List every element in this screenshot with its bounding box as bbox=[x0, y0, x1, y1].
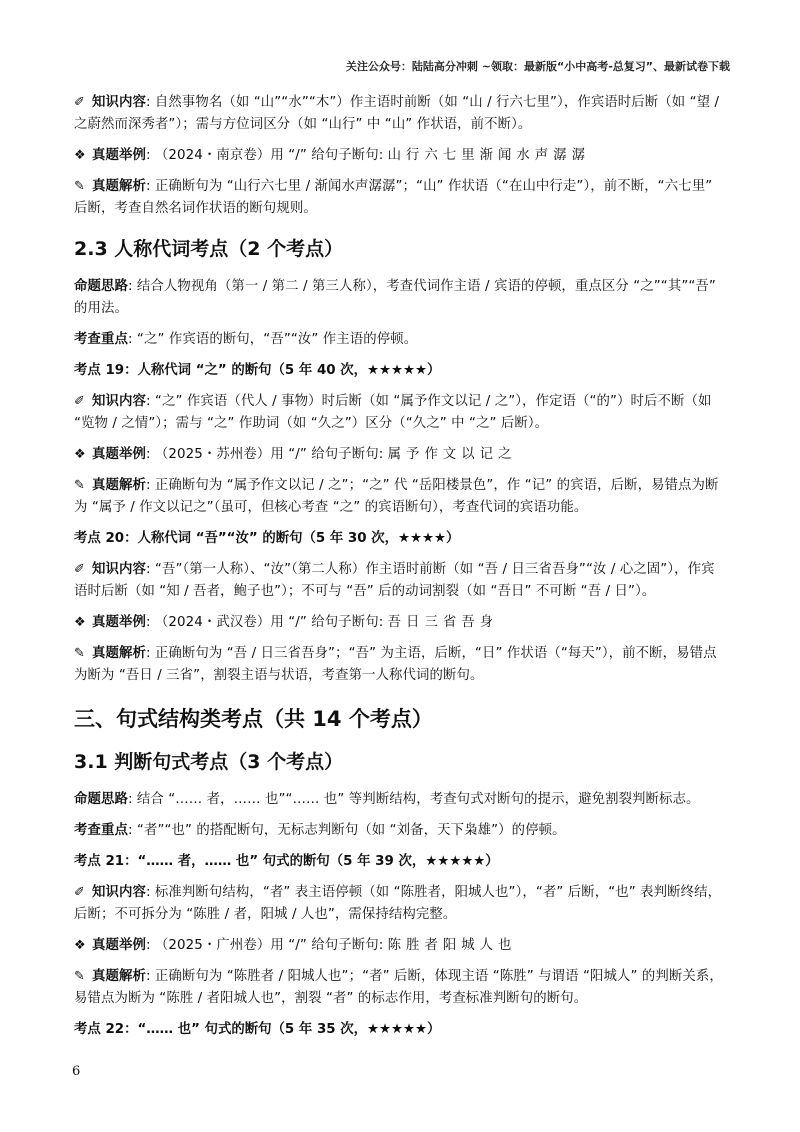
example-paragraph bbox=[74, 444, 726, 466]
analysis-paragraph bbox=[74, 475, 726, 519]
example-sentence: 吾日三省吾身 bbox=[387, 615, 499, 630]
example-label: 真题举例 bbox=[92, 447, 146, 462]
example-paragraph bbox=[74, 612, 726, 634]
idea-text: : 结合 “…… 者，…… 也”“…… 也” 等判断结构，考查句式对断句的提示，避免割裂判断标志。 bbox=[127, 792, 700, 807]
knowledge-paragraph bbox=[74, 882, 726, 926]
knowledge-label: 知识内容 bbox=[92, 885, 146, 900]
analysis-paragraph bbox=[74, 966, 726, 1010]
writing-hand-icon: ✎ bbox=[74, 969, 85, 984]
example-paragraph bbox=[74, 145, 726, 167]
kaodian-20-title: 考点 20：人称代词 “吾”“汝” 的断句（5 年 30 次，★★★★） bbox=[74, 531, 460, 546]
example-text: : （2024・武汉卷）用 “/” 给句子断句: bbox=[145, 615, 384, 630]
knowledge-text: : “之” 作宾语（代人 / 事物）时后断（如 “属予作文以记 / 之”），作定语（“的”）时后不断（如 “览物 / 之情”）；需与 “之” 作助词（如 “久之”）区分（“久之” 中 “之” 后断）。 bbox=[74, 394, 712, 431]
example-paragraph bbox=[74, 935, 726, 957]
example-text: : （2025・苏州卷）用 “/” 给句子断句: bbox=[145, 447, 384, 462]
analysis-label: 真题解析 bbox=[92, 179, 146, 194]
analysis-text: : 正确断句为 “吾 / 日三省吾身”；“吾” 为主语，后断，“日” 作状语（“每天”），前不断，易错点为断为 “吾日 / 三省”，割裂主语与状语，考查第一人称代词的断句。 bbox=[74, 646, 717, 683]
example-text: : （2024・南京卷）用 “/” 给句子断句: bbox=[145, 148, 384, 163]
analysis-text: : 正确断句为 “陈胜者 / 阳城人也”；“者” 后断，体现主语 “陈胜” 与谓语 “阳城人” 的判断关系，易错点为断为 “陈胜 / 者阳城人也”，割裂 “者” 的标志作用，考查标准判断句的断句。 bbox=[74, 969, 723, 1006]
focus-paragraph bbox=[74, 329, 726, 351]
diamond-icon: ❖ bbox=[74, 938, 86, 953]
example-sentence: 陈胜者阳城人也 bbox=[387, 938, 517, 953]
example-sentence: 属予作文以记之 bbox=[387, 447, 517, 462]
focus-label: 考查重点 bbox=[74, 332, 128, 347]
focus-label: 考查重点 bbox=[74, 823, 128, 838]
writing-hand-icon: ✎ bbox=[74, 478, 85, 493]
analysis-paragraph bbox=[74, 643, 726, 687]
example-sentence: 山行六七里渐闻水声潺潺 bbox=[387, 148, 590, 163]
example-text: : （2025・广州卷）用 “/” 给句子断句: bbox=[145, 938, 384, 953]
idea-label: 命题思路 bbox=[74, 792, 128, 807]
example-label: 真题举例 bbox=[92, 615, 146, 630]
knowledge-label: 知识内容 bbox=[92, 394, 146, 409]
example-label: 真题举例 bbox=[92, 938, 146, 953]
page-number: 6 bbox=[72, 1064, 81, 1079]
section-heading-2-3: 2.3 人称代词考点（2 个考点） bbox=[74, 238, 344, 260]
knowledge-paragraph bbox=[74, 391, 726, 435]
knowledge-text: : 自然事物名（如 “山”“水”“木”）作主语时前断（如 “山 / 行六七里”），作宾语时后断（如 “望 / 之蔚然而深秀者”）；需与方位词区分（如 “山行” 中 “山” 作状语，前不断）。 bbox=[74, 95, 720, 132]
focus-paragraph bbox=[74, 820, 726, 842]
kaodian-19-title: 考点 19：人称代词 “之” 的断句（5 年 40 次，★★★★★） bbox=[74, 363, 441, 378]
idea-paragraph bbox=[74, 276, 726, 320]
diamond-icon: ❖ bbox=[74, 447, 86, 462]
analysis-text: : 正确断句为 “属予作文以记 / 之”；“之” 代 “岳阳楼景色”，作 “记” 的宾语，后断，易错点为断为 “属予 / 作文以记之”（虽可，但核心考查 “之” 的宾语断句），考查代词的宾语功能。 bbox=[74, 478, 719, 515]
page-content bbox=[74, 92, 726, 1050]
diamond-icon: ❖ bbox=[74, 615, 86, 630]
diamond-icon: ❖ bbox=[74, 148, 86, 163]
kaodian-21-title: 考点 21：“…… 者，…… 也” 句式的断句（5 年 39 次，★★★★★） bbox=[74, 854, 499, 869]
writing-hand-icon: ✎ bbox=[74, 179, 85, 194]
idea-paragraph bbox=[74, 789, 726, 811]
pencil-icon: ✐ bbox=[74, 885, 85, 900]
pencil-icon: ✐ bbox=[74, 562, 85, 577]
knowledge-text: : 标准判断句结构，“者” 表主语停顿（如 “陈胜者，阳城人也”），“者” 后断，“也” 表判断终结，后断；不可拆分为 “陈胜 / 者，阳城 / 人也”，需保持结构完整。 bbox=[74, 885, 722, 922]
idea-label: 命题思路 bbox=[74, 279, 128, 294]
pencil-icon: ✐ bbox=[74, 394, 85, 409]
focus-text: : “之” 作宾语的断句，“吾”“汝” 作主语的停顿。 bbox=[127, 332, 418, 347]
knowledge-label: 知识内容 bbox=[92, 562, 146, 577]
analysis-label: 真题解析 bbox=[92, 478, 146, 493]
focus-text: : “者”“也” 的搭配断句，无标志判断句（如 “刘备，天下枭雄”）的停顿。 bbox=[127, 823, 566, 838]
pencil-icon: ✐ bbox=[74, 95, 85, 110]
page-header: 关注公众号：陆陆高分冲刺 ~领取：最新版“小中高考-总复习”、最新试卷下载 bbox=[345, 60, 730, 73]
example-label: 真题举例 bbox=[92, 148, 146, 163]
analysis-paragraph bbox=[74, 176, 726, 220]
knowledge-paragraph bbox=[74, 92, 726, 136]
kaodian-22-title: 考点 22：“…… 也” 句式的断句（5 年 35 次，★★★★★） bbox=[74, 1022, 441, 1037]
knowledge-paragraph bbox=[74, 559, 726, 603]
analysis-label: 真题解析 bbox=[92, 646, 146, 661]
analysis-label: 真题解析 bbox=[92, 969, 146, 984]
analysis-text: : 正确断句为 “山行六七里 / 渐闻水声潺潺”；“山” 作状语（“在山中行走”），前不断，“六七里” 后断，考查自然名词作状语的断句规则。 bbox=[74, 179, 713, 216]
section-heading-3-1: 3.1 判断句式考点（3 个考点） bbox=[74, 751, 344, 773]
idea-text: : 结合人物视角（第一 / 第二 / 第三人称），考查代词作主语 / 宾语的停顿，重点区分 “之”“其”“吾” 的用法。 bbox=[74, 279, 716, 316]
writing-hand-icon: ✎ bbox=[74, 646, 85, 661]
knowledge-text: : “吾”（第一人称）、“汝”（第二人称）作主语时前断（如 “吾 / 日三省吾身”“汝 / 心之固”），作宾语时后断（如 “知 / 吾者，鲍子也”）；不可与 “吾” 后的动词割裂（如 “吾日” 不可断 “吾 / 日”）。 bbox=[74, 562, 715, 599]
chapter-heading-3: 三、句式结构类考点（共 14 个考点） bbox=[74, 707, 433, 731]
knowledge-label: 知识内容 bbox=[92, 95, 146, 110]
